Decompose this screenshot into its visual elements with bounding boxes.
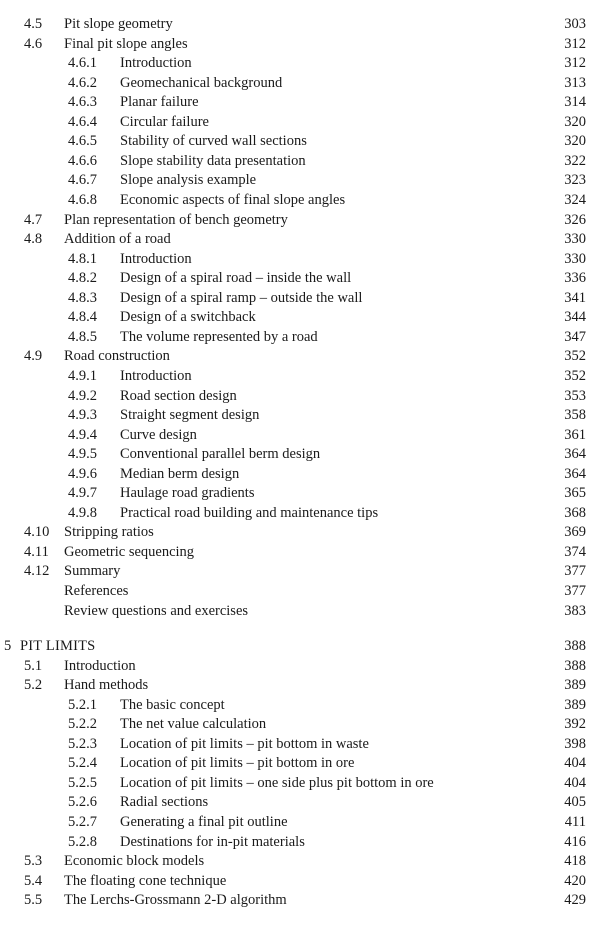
toc-entry-title: Summary — [64, 563, 121, 580]
toc-entry-title: The volume represented by a road — [120, 328, 318, 345]
toc-entry-number: 4.9.5 — [68, 446, 97, 463]
toc-row — [0, 851, 600, 871]
toc-entry-number: 4.6 — [24, 35, 43, 52]
toc-entry-title: Haulage road gradients — [120, 485, 255, 502]
toc-entry-number: 5.3 — [24, 853, 43, 870]
toc-row — [0, 386, 600, 406]
toc-entry-page: 324 — [564, 192, 586, 208]
toc-row — [0, 601, 600, 621]
toc-entry-number: 4.12 — [24, 563, 50, 580]
toc-entry-title: Median berm design — [120, 465, 240, 482]
toc-row — [0, 542, 600, 562]
toc-row — [0, 464, 600, 484]
toc-entry-number: 4.9 — [24, 348, 43, 365]
toc-entry-number: 5.2.3 — [68, 735, 97, 752]
toc-entry-title: PIT LIMITS — [20, 638, 96, 654]
toc-entry-title: Economic block models — [64, 853, 205, 870]
toc-entry-number: 4.8.4 — [68, 309, 97, 326]
toc-entry-title: Introduction — [120, 367, 192, 384]
toc-entry-title: Introduction — [120, 250, 192, 267]
toc-entry-number: 4.9.2 — [68, 387, 97, 404]
toc-row — [0, 268, 600, 288]
toc-row — [0, 734, 600, 754]
toc-entry-page: 353 — [564, 387, 586, 404]
toc-entry-number: 5.2.7 — [68, 814, 97, 830]
toc-entry-page: 404 — [564, 774, 586, 791]
toc-entry-page: 312 — [564, 35, 586, 52]
toc-entry-number: 5 — [4, 638, 12, 654]
toc-row — [0, 444, 600, 464]
toc-entry-page: 323 — [564, 172, 586, 189]
toc-entry-page: 352 — [564, 348, 586, 365]
toc-entry-page: 358 — [564, 407, 586, 423]
toc-entry-number: 4.8.3 — [68, 289, 97, 306]
toc-entry-number: 4.6.4 — [68, 113, 97, 130]
toc-row — [0, 151, 600, 171]
toc-entry-title: Design of a spiral ramp – outside the wall — [120, 289, 363, 306]
toc-entry-title: Conventional parallel berm design — [120, 446, 321, 463]
toc-entry-page: 330 — [564, 231, 586, 248]
toc-entry-number: 5.2.1 — [68, 696, 97, 713]
toc-row — [0, 773, 600, 793]
toc-entry-title: Geometric sequencing — [64, 543, 195, 560]
toc-row — [0, 792, 600, 812]
toc-entry-page: 369 — [564, 524, 586, 541]
toc-entry-page: 383 — [564, 602, 586, 619]
toc-row — [0, 327, 600, 347]
toc-row — [0, 366, 600, 386]
toc-entry-title: The floating cone technique — [64, 872, 227, 889]
toc-entry-title: Road construction — [64, 348, 170, 365]
toc-row — [0, 656, 600, 676]
toc-entry-title: References — [64, 583, 129, 599]
toc-row — [0, 307, 600, 327]
toc-entry-title: Final pit slope angles — [64, 35, 188, 52]
toc-entry-page: 377 — [564, 583, 586, 599]
toc-row — [0, 131, 600, 151]
toc-row — [0, 112, 600, 132]
toc-entry-page: 389 — [564, 677, 586, 694]
toc-entry-title: Location of pit limits – pit bottom in waste — [120, 735, 369, 752]
toc-entry-number: 5.2.4 — [68, 755, 97, 772]
toc-entry-title: Road section design — [120, 387, 237, 404]
toc-entry-title: Stability of curved wall sections — [120, 133, 307, 150]
toc-entry-title: Introduction — [64, 657, 136, 674]
toc-entry-number: 4.8 — [24, 231, 43, 248]
toc-row — [0, 288, 600, 308]
toc-entry-page: 313 — [564, 74, 586, 91]
toc-entry-page: 420 — [564, 872, 586, 889]
toc-entry-title: Pit slope geometry — [64, 16, 173, 32]
toc-entry-page: 341 — [564, 289, 586, 306]
toc-entry-title: Planar failure — [120, 94, 199, 111]
toc-row — [0, 425, 600, 445]
toc-entry-number: 4.9.8 — [68, 504, 97, 521]
toc-entry-number: 4.6.8 — [68, 192, 97, 208]
toc-row — [0, 405, 600, 425]
toc-entry-number: 5.4 — [24, 872, 43, 889]
toc-row — [0, 34, 600, 54]
toc-entry-number: 5.2.5 — [68, 774, 97, 791]
toc-entry-page: 314 — [564, 94, 586, 111]
toc-entry-page: 347 — [564, 328, 586, 345]
toc-entry-title: Design of a spiral road – inside the wall — [120, 270, 352, 287]
toc-row — [0, 695, 600, 715]
toc-entry-number: 5.2 — [24, 677, 43, 694]
toc-entry-number: 4.6.5 — [68, 133, 97, 150]
toc-entry-number: 4.9.1 — [68, 367, 97, 384]
toc-entry-title: Hand methods — [64, 677, 149, 694]
toc-row — [0, 14, 600, 34]
toc-entry-title: Destinations for in-pit materials — [120, 833, 305, 850]
toc-row — [0, 675, 600, 695]
toc-entry-title: Review questions and exercises — [64, 602, 249, 619]
toc-entry-title: Slope stability data presentation — [120, 152, 306, 169]
toc-entry-number: 4.6.2 — [68, 74, 97, 91]
toc-entry-page: 404 — [564, 755, 586, 772]
toc-entry-title: Practical road building and maintenance tips — [120, 504, 379, 521]
toc-entry-page: 312 — [564, 55, 586, 72]
toc-entry-number: 4.9.6 — [68, 465, 97, 482]
toc-row — [0, 832, 600, 852]
toc-entry-page: 322 — [564, 152, 586, 169]
toc-row — [0, 522, 600, 542]
toc-entry-title: Straight segment design — [120, 407, 260, 423]
toc-entry-page: 377 — [564, 563, 586, 580]
toc-entry-title: Location of pit limits – one side plus pit bottom in ore — [120, 774, 434, 791]
toc-entry-title: Geomechanical background — [120, 74, 283, 91]
toc-entry-page: 368 — [564, 504, 586, 521]
toc-entry-number: 5.1 — [24, 657, 43, 674]
toc-row — [0, 871, 600, 891]
toc-entry-page: 344 — [564, 309, 586, 326]
toc-entry-page: 388 — [564, 657, 586, 674]
toc-entry-number: 4.9.3 — [68, 407, 97, 423]
toc-entry-page: 411 — [564, 814, 586, 830]
toc-row — [0, 190, 600, 210]
toc-entry-page: 374 — [564, 543, 586, 560]
toc-entry-number: 4.6.1 — [68, 55, 97, 72]
toc-entry-page: 389 — [564, 696, 586, 713]
toc-entry-title: Slope analysis example — [120, 172, 257, 189]
toc-row — [0, 812, 600, 832]
toc-entry-title: Introduction — [120, 55, 192, 72]
toc-entry-number: 4.10 — [24, 524, 50, 541]
toc-row — [0, 53, 600, 73]
toc-entry-page: 303 — [564, 16, 586, 32]
toc-entry-title: Stripping ratios — [64, 524, 154, 541]
toc-entry-number: 4.8.5 — [68, 328, 97, 345]
toc-entry-title: Radial sections — [120, 794, 209, 811]
toc-entry-page: 416 — [564, 833, 586, 850]
toc-entry-number: 4.8.1 — [68, 250, 97, 267]
toc-entry-number: 4.6.7 — [68, 172, 97, 189]
toc-row — [0, 483, 600, 503]
toc-entry-page: 365 — [564, 485, 586, 502]
toc-entry-number: 4.5 — [24, 16, 43, 32]
toc-row — [0, 210, 600, 230]
toc-entry-page: 326 — [564, 211, 586, 228]
toc-entry-page: 361 — [564, 426, 586, 443]
toc-row — [0, 229, 600, 249]
toc-entry-number: 5.2.8 — [68, 833, 97, 850]
toc-entry-page: 418 — [564, 853, 586, 870]
toc-entry-page: 352 — [564, 367, 586, 384]
toc-entry-number: 4.6.6 — [68, 152, 97, 169]
toc-entry-title: The net value calculation — [120, 716, 267, 733]
toc-entry-title: Location of pit limits – pit bottom in ore — [120, 755, 355, 772]
toc-entry-page: 320 — [564, 113, 586, 130]
toc-row — [0, 753, 600, 773]
toc-entry-number: 4.9.4 — [68, 426, 97, 443]
toc-entry-title: Addition of a road — [64, 231, 171, 248]
toc-entry-number: 5.2.2 — [68, 716, 97, 733]
toc-entry-page: 405 — [564, 794, 586, 811]
toc-entry-page: 429 — [564, 892, 586, 909]
toc-entry-number: 4.11 — [24, 543, 49, 560]
toc-row — [0, 73, 600, 93]
toc-entry-title: Circular failure — [120, 113, 209, 130]
toc-row — [0, 581, 600, 601]
toc-entry-title: Curve design — [120, 426, 197, 443]
toc-entry-title: Design of a switchback — [120, 309, 256, 326]
toc-row — [0, 170, 600, 190]
toc-entry-title: Generating a final pit outline — [120, 814, 288, 830]
toc-entry-page: 336 — [564, 270, 586, 287]
toc-entry-page: 364 — [564, 446, 586, 463]
toc-entry-number: 4.9.7 — [68, 485, 97, 502]
toc-row — [0, 561, 600, 581]
toc-entry-page: 392 — [564, 716, 586, 733]
toc-row — [0, 714, 600, 734]
toc-entry-number: 5.5 — [24, 892, 43, 909]
toc-entry-number: 4.8.2 — [68, 270, 97, 287]
toc-row — [0, 249, 600, 269]
toc-entry-number: 4.6.3 — [68, 94, 97, 111]
toc-entry-number: 5.2.6 — [68, 794, 97, 811]
toc-entry-page: 320 — [564, 133, 586, 150]
toc-entry-page: 388 — [564, 638, 586, 654]
toc-row — [0, 890, 600, 910]
toc-entry-page: 330 — [564, 250, 586, 267]
toc-chapter-row — [0, 636, 600, 656]
toc-row — [0, 346, 600, 366]
toc-row — [0, 503, 600, 523]
toc-entry-title: The Lerchs-Grossmann 2-D algorithm — [64, 892, 287, 909]
toc-entry-title: Plan representation of bench geometry — [64, 211, 288, 228]
toc-row — [0, 92, 600, 112]
toc-entry-number: 4.7 — [24, 211, 43, 228]
toc-entry-page: 398 — [564, 735, 586, 752]
toc-entry-page: 364 — [564, 465, 586, 482]
toc-entry-title: The basic concept — [120, 696, 225, 713]
toc-entry-title: Economic aspects of final slope angles — [120, 192, 346, 208]
